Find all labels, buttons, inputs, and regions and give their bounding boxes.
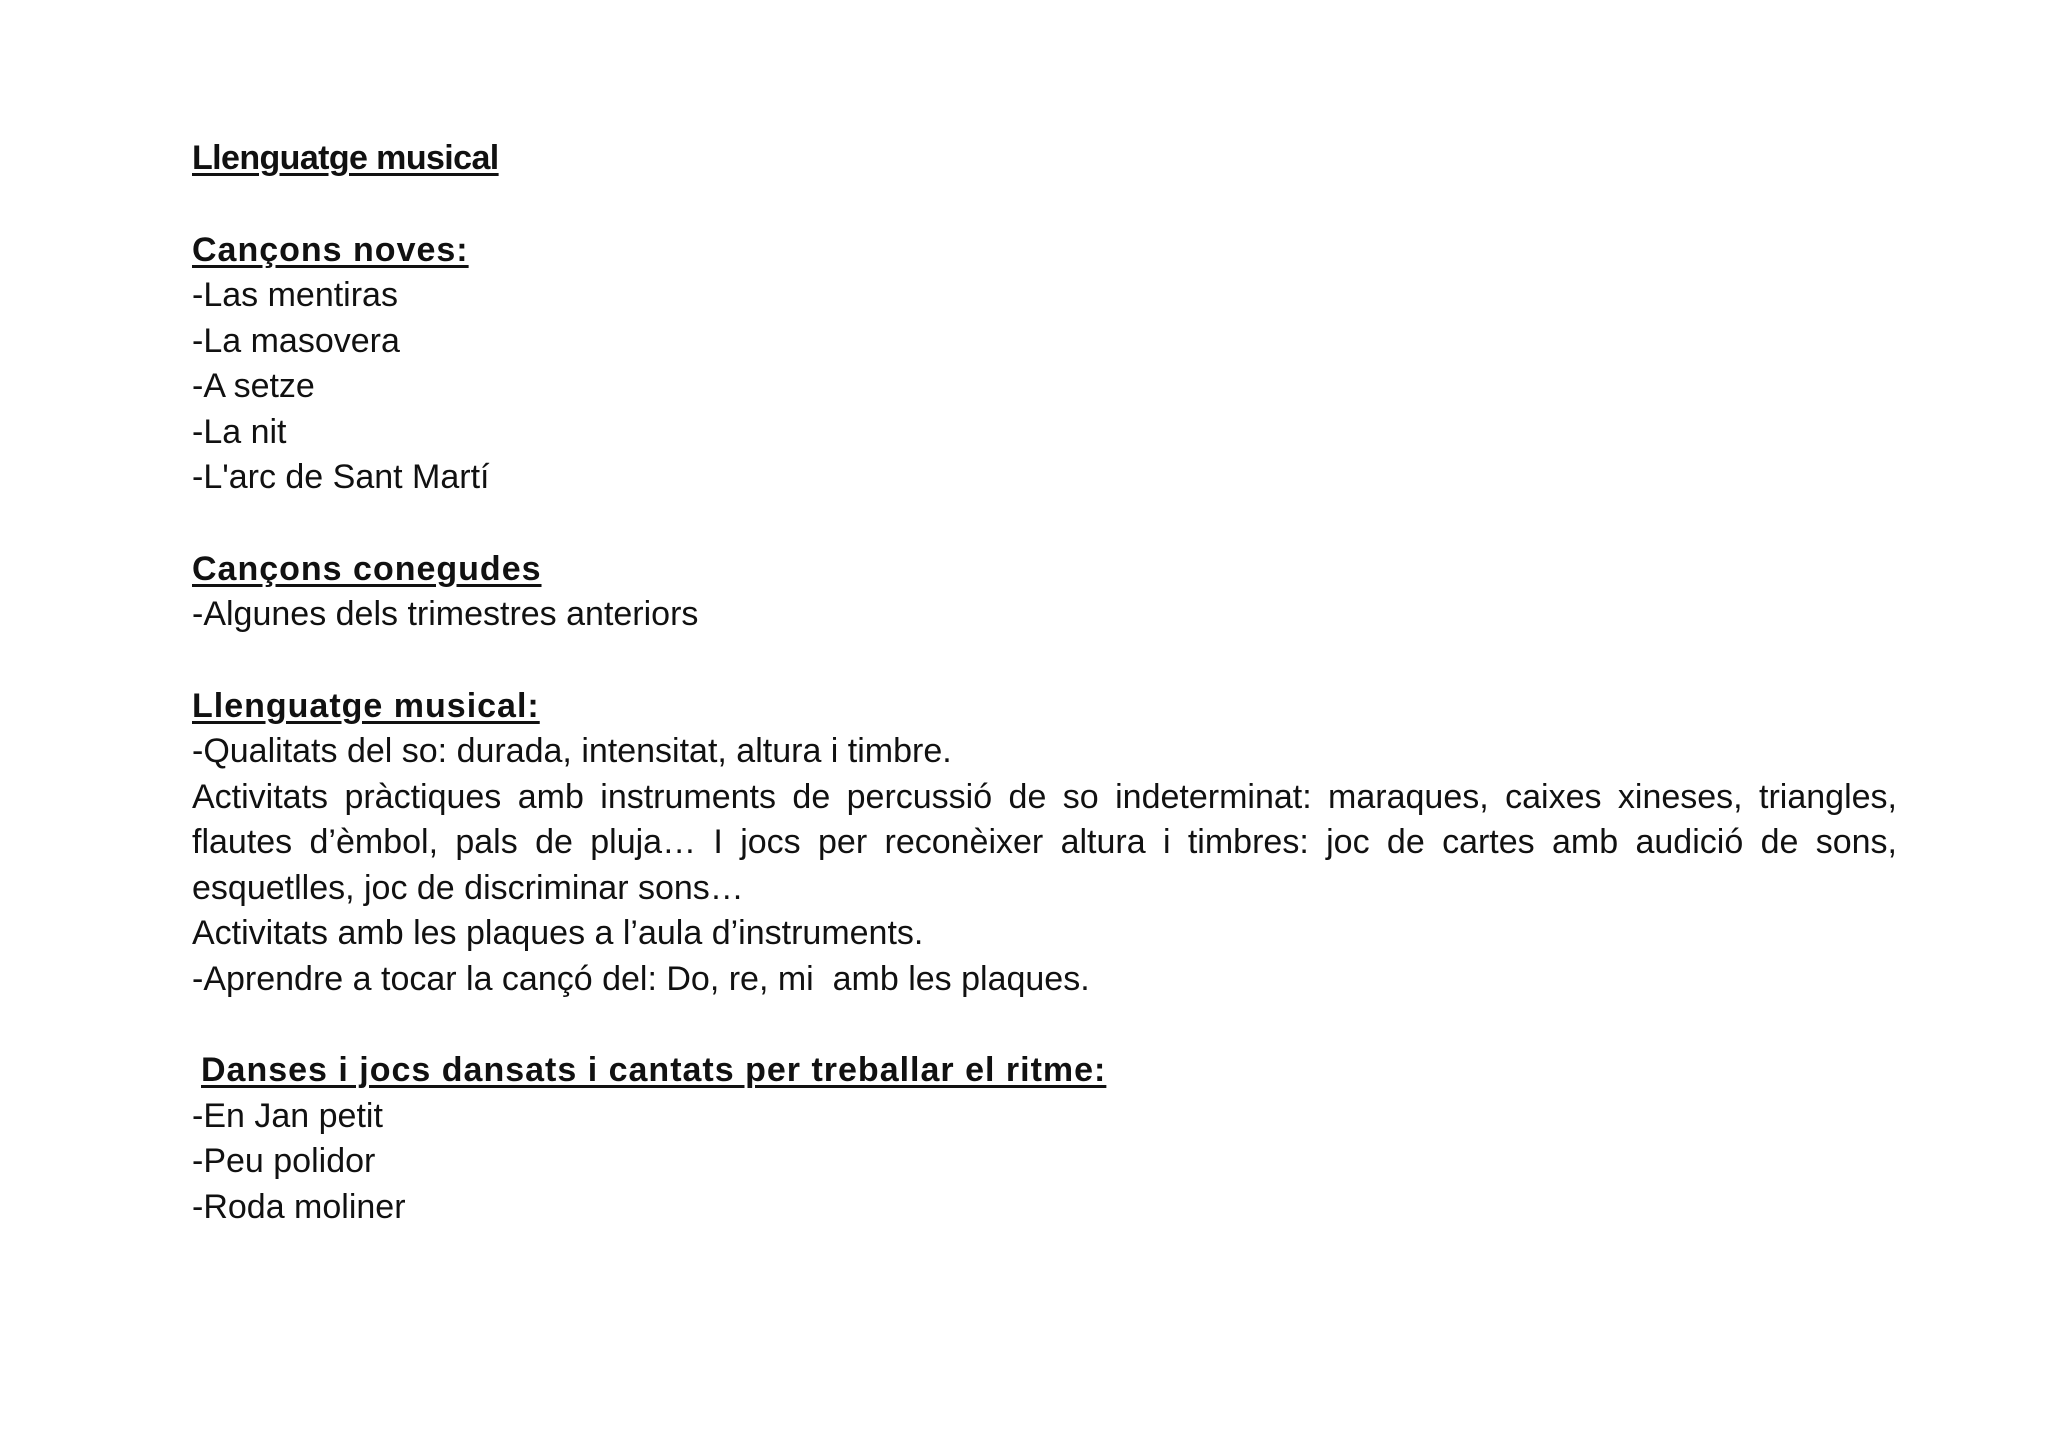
- document-title: Llenguatge musical: [192, 139, 499, 177]
- list-item: -Roda moliner: [192, 1187, 406, 1226]
- spacer: [192, 638, 1897, 684]
- list-item: -A setze: [192, 367, 315, 405]
- section-heading-known-songs: Cançons conegudes: [192, 549, 542, 588]
- section-heading-music-language: Llenguatge musical:: [192, 686, 540, 725]
- text-line: Activitats amb les plaques a l’aula d’instruments.: [192, 914, 924, 952]
- text-line: -Aprendre a tocar la cançó del: Do, re, mi amb les plaques.: [192, 959, 1090, 998]
- section-heading-new-songs: Cançons noves:: [192, 230, 469, 269]
- list-item: -La masovera: [192, 321, 400, 360]
- list-item: -Las mentiras: [192, 276, 398, 314]
- spacer: [192, 182, 1897, 228]
- spacer: [192, 1002, 1897, 1048]
- list-item: -Algunes dels trimestres anteriors: [192, 595, 699, 633]
- section-heading-dances: Danses i jocs dansats i cantats per treballar el ritme:: [201, 1051, 1107, 1089]
- list-item: -En Jan petit: [192, 1096, 383, 1135]
- text-line: -Qualitats del so: durada, intensitat, altura i timbre.: [192, 732, 952, 770]
- list-item: -La nit: [192, 412, 287, 451]
- activities-paragraph: Activitats pràctiques amb instruments de percussió de so indeterminat: maraques, caixes xineses, triangles, flautes d’èmbol, pals de pluja… I jocs per reconèixer altura i timbres: joc de cartes amb audició de sons, esquetlles, joc de discriminar sons…: [192, 777, 1897, 907]
- document-page: [192, 136, 1897, 1230]
- list-item: -L'arc de Sant Martí: [192, 458, 490, 496]
- list-item: -Peu polidor: [192, 1142, 376, 1180]
- spacer: [192, 501, 1897, 547]
